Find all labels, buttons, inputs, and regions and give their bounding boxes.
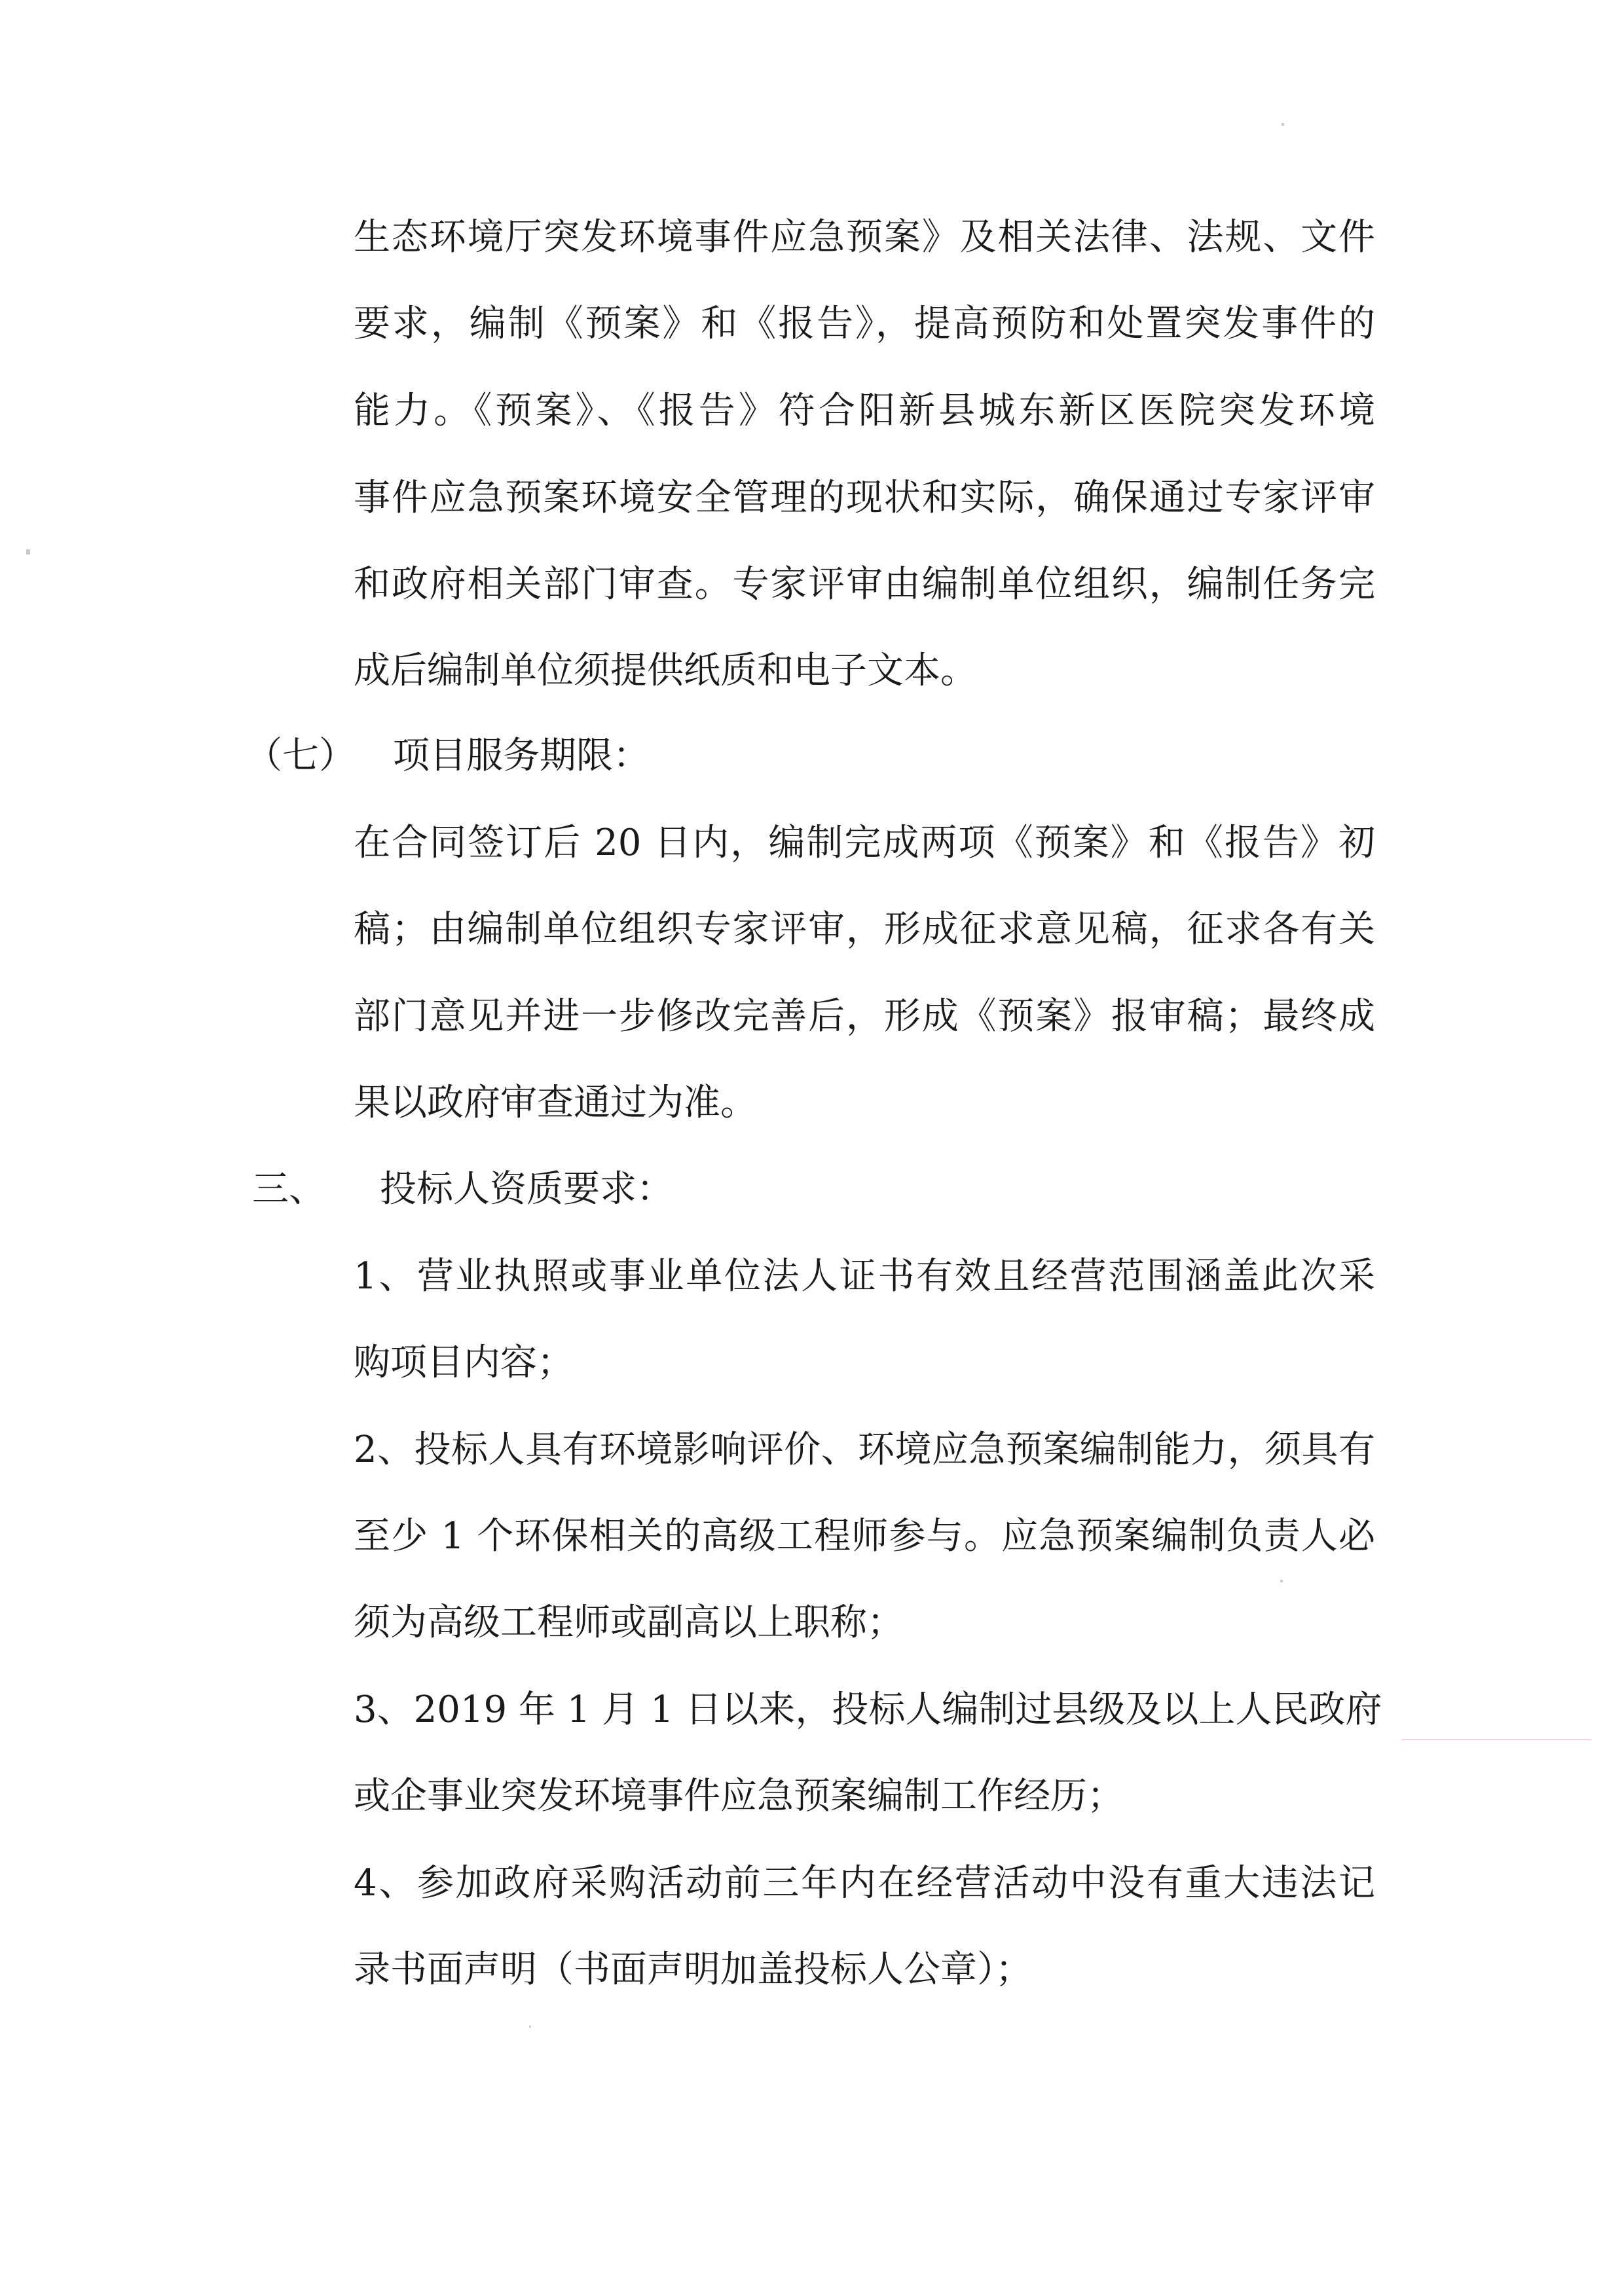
paragraph-line: 购项目内容； bbox=[354, 1341, 574, 1384]
paragraph-line: 3、2019 年 1 月 1 日以来，投标人编制过县级及以上人民政府 bbox=[354, 1688, 1382, 1731]
paragraph-line: 生态环境厅突发环境事件应急预案》及相关法律、法规、文件 bbox=[354, 216, 1375, 259]
section-number: 三、 bbox=[252, 1168, 325, 1211]
scan-speck bbox=[1280, 1580, 1283, 1582]
paragraph-line: 成后编制单位须提供纸质和电子文本。 bbox=[354, 649, 977, 692]
section-number: （七） bbox=[246, 735, 356, 777]
paragraph-line: 至少 1 个环保相关的高级工程师参与。应急预案编制负责人必 bbox=[354, 1515, 1375, 1558]
paragraph-line: 须为高级工程师或副高以上职称； bbox=[354, 1601, 904, 1644]
section-heading: 投标人资质要求： bbox=[380, 1168, 673, 1211]
scan-speck bbox=[26, 549, 30, 555]
paragraph-line: 稿；由编制单位组织专家评审，形成征求意见稿，征求各有关 bbox=[354, 908, 1375, 951]
section-heading: 项目服务期限： bbox=[393, 735, 650, 777]
paragraph-line: 录书面声明（书面声明加盖投标人公章）； bbox=[354, 1948, 1032, 1991]
paragraph-line: 和政府相关部门审查。专家评审由编制单位组织，编制任务完 bbox=[354, 563, 1375, 606]
scan-line bbox=[1401, 1739, 1591, 1740]
paragraph-line: 部门意见并进一步修改完善后，形成《预案》报审稿；最终成 bbox=[354, 995, 1375, 1038]
scan-speck bbox=[529, 2026, 531, 2028]
paragraph-line: 或企事业突发环境事件应急预案编制工作经历； bbox=[354, 1775, 1124, 1817]
paragraph-line: 1、营业执照或事业单位法人证书有效且经营范围涵盖此次采 bbox=[354, 1255, 1375, 1298]
paragraph-line: 能力。《预案》、《报告》符合阳新县城东新区医院突发环境 bbox=[354, 390, 1375, 432]
paragraph-line: 2、投标人具有环境影响评价、环境应急预案编制能力，须具有 bbox=[354, 1429, 1375, 1471]
paragraph-line: 要求，编制《预案》和《报告》，提高预防和处置突发事件的 bbox=[354, 302, 1375, 345]
paragraph-line: 果以政府审查通过为准。 bbox=[354, 1082, 757, 1124]
paragraph-line: 事件应急预案环境安全管理的现状和实际，确保通过专家评审 bbox=[354, 477, 1375, 519]
paragraph-line: 4、参加政府采购活动前三年内在经营活动中没有重大违法记 bbox=[354, 1862, 1375, 1904]
paragraph-line: 在合同签订后 20 日内，编制完成两项《预案》和《报告》初 bbox=[354, 822, 1375, 864]
scan-speck bbox=[1282, 123, 1284, 126]
